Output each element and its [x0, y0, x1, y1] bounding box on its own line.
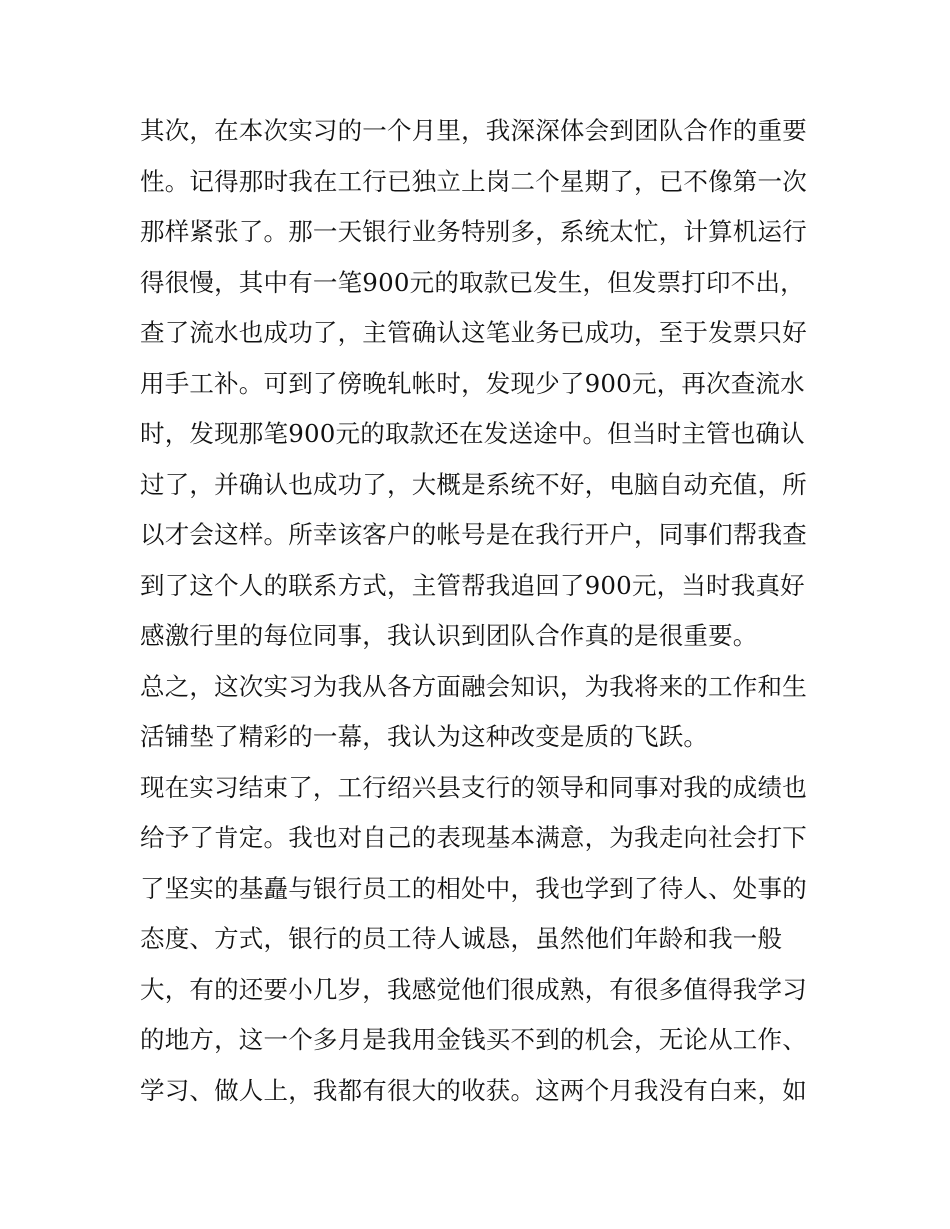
- text-line: 现在实习结束了，工行绍兴县支行的领导和同事对我的成绩也: [140, 772, 807, 802]
- text-line: 到了这个人的联系方式，主管帮我追回了900元，当时我真好: [140, 570, 805, 600]
- text-line: 学习、做人上，我都有很大的收获。这两个月我没有白来，如: [140, 1075, 807, 1105]
- text-line: 得很慢，其中有一笔900元的取款已发生，但发票打印不出，: [140, 267, 805, 297]
- text-line: 性。记得那时我在工行已独立上岗二个星期了，已不像第一次: [140, 166, 807, 196]
- text-line: 其次，在本次实习的一个月里，我深深体会到团队合作的重要: [140, 116, 807, 145]
- text-line: 查了流水也成功了，主管确认这笔业务已成功，至于发票只好: [140, 318, 807, 347]
- text-line: 时，发现那笔900元的取款还在发送途中。但当时主管也确认: [140, 419, 805, 448]
- text-line: 感激行里的每位同事，我认识到团队合作真的是很重要。: [140, 621, 758, 650]
- text-line: 那样紧张了。那一天银行业务特别多，系统太忙，计算机运行: [140, 217, 807, 246]
- text-line: 大，有的还要小几岁，我感觉他们很成熟，有很多值得我学习: [140, 974, 807, 1004]
- text-line: 总之，这次实习为我从各方面融会知识，为我将来的工作和生: [140, 671, 807, 701]
- text-line: 的地方，这一个多月是我用金钱买不到的机会，无论从工作、: [140, 1025, 807, 1054]
- text-line: 过了，并确认也成功了，大概是系统不好，电脑自动充值，所: [140, 469, 807, 499]
- text-line: 给予了肯定。我也对自己的表现基本满意，为我走向社会打下: [140, 823, 807, 852]
- text-line: 了坚实的基矗与银行员工的相处中，我也学到了待人、处事的: [140, 873, 807, 903]
- text-line: 态度、方式，银行的员工待人诚恳，虽然他们年龄和我一般: [140, 924, 783, 953]
- text-line: 用手工补。可到了傍晚轧帐时，发现少了900元，再次查流水: [140, 368, 805, 398]
- text-line: 活铺垫了精彩的一幕，我认为这种改变是质的飞跃。: [140, 722, 709, 751]
- document-body: [140, 106, 820, 1116]
- text-line: 以才会这样。所幸该客户的帐号是在我行开户，同事们帮我查: [140, 520, 807, 549]
